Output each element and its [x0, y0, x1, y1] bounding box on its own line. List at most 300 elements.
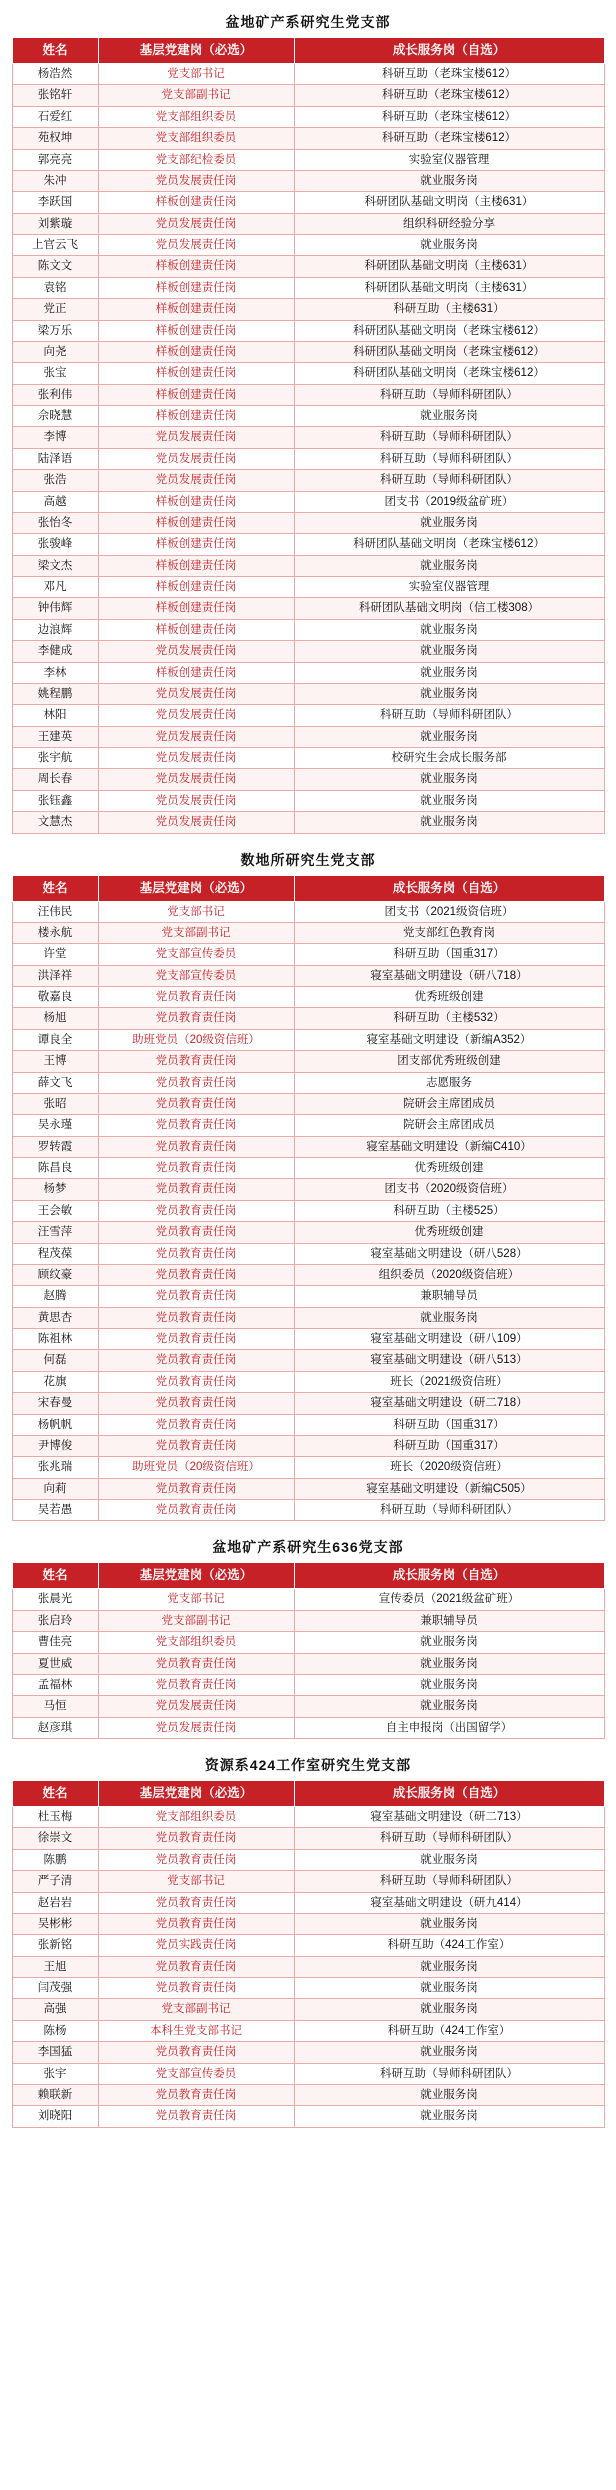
- party-post: 党员教育责任岗: [98, 1136, 294, 1157]
- service-post: 科研互助（国重317）: [294, 1414, 604, 1435]
- member-name: 陈鹏: [12, 1849, 98, 1870]
- service-post: 科研互助（老珠宝楼612）: [294, 106, 604, 127]
- table-row: [12, 812, 604, 833]
- table-row: [12, 1674, 604, 1695]
- table-row: [12, 944, 604, 965]
- service-post: 团支书（2019级盆矿班）: [294, 491, 604, 512]
- member-name: 李国猛: [12, 2042, 98, 2063]
- table-row: [12, 277, 604, 298]
- table-row: [12, 1999, 604, 2020]
- member-name: 许堂: [12, 944, 98, 965]
- table-row: [12, 106, 604, 127]
- member-name: 杨帆帆: [12, 1414, 98, 1435]
- table-header-row: [12, 875, 604, 901]
- table-row: [12, 427, 604, 448]
- party-post: 党员发展责任岗: [98, 641, 294, 662]
- party-post: 党支部书记: [98, 901, 294, 922]
- party-post: 党员发展责任岗: [98, 1696, 294, 1717]
- member-name: 张晨光: [12, 1589, 98, 1610]
- member-name: 王会敏: [12, 1200, 98, 1221]
- member-name: 李博: [12, 427, 98, 448]
- member-name: 陈昌良: [12, 1158, 98, 1179]
- table-row: [12, 1871, 604, 1892]
- member-name: 周长春: [12, 769, 98, 790]
- service-post: 就业服务岗: [294, 1632, 604, 1653]
- member-name: 李跃国: [12, 192, 98, 213]
- member-name: 邓凡: [12, 577, 98, 598]
- service-post: 就业服务岗: [294, 1999, 604, 2020]
- member-name: 严子清: [12, 1871, 98, 1892]
- party-post: 党员发展责任岗: [98, 1717, 294, 1738]
- service-post: 科研互助（国重317）: [294, 944, 604, 965]
- table-row: [12, 1956, 604, 1977]
- service-post: 寝室基础文明建设（研二718）: [294, 1393, 604, 1414]
- member-name: 刘晓阳: [12, 2106, 98, 2127]
- table-row: [12, 683, 604, 704]
- party-post: 党员教育责任岗: [98, 1286, 294, 1307]
- member-name: 钟伟辉: [12, 598, 98, 619]
- member-name: 张宇: [12, 2063, 98, 2084]
- table-row: [12, 1849, 604, 1870]
- table-row: [12, 170, 604, 191]
- table-row: [12, 1350, 604, 1371]
- member-name: 尹博俊: [12, 1435, 98, 1456]
- table-row: [12, 1696, 604, 1717]
- party-post: 样板创建责任岗: [98, 256, 294, 277]
- member-name: 林阳: [12, 705, 98, 726]
- service-post: 优秀班级创建: [294, 1222, 604, 1243]
- column-header: 姓名: [12, 1781, 98, 1807]
- table-row: [12, 1264, 604, 1285]
- table-row: [12, 1115, 604, 1136]
- service-post: 寝室基础文明建设（研二713）: [294, 1807, 604, 1828]
- service-post: 就业服务岗: [294, 769, 604, 790]
- member-name: 张兆瑞: [12, 1457, 98, 1478]
- table-row: [12, 1892, 604, 1913]
- table-row: [12, 965, 604, 986]
- column-header: 基层党建岗（必选）: [98, 1781, 294, 1807]
- service-post: 科研互助（导师科研团队）: [294, 1500, 604, 1521]
- member-name: 程茂葆: [12, 1243, 98, 1264]
- party-post: 党支部书记: [98, 64, 294, 85]
- service-post: 实验室仪器管理: [294, 577, 604, 598]
- table-row: [12, 577, 604, 598]
- party-post: 助班党员（20级资信班）: [98, 1457, 294, 1478]
- party-post: 党员发展责任岗: [98, 683, 294, 704]
- party-post: 党支部纪检委员: [98, 149, 294, 170]
- party-post: 党员教育责任岗: [98, 1329, 294, 1350]
- service-post: 就业服务岗: [294, 1307, 604, 1328]
- member-name: 孟福林: [12, 1674, 98, 1695]
- party-post: 党员教育责任岗: [98, 1072, 294, 1093]
- service-post: 寝室基础文明建设（研八513）: [294, 1350, 604, 1371]
- member-name: 徐崇文: [12, 1828, 98, 1849]
- table-row: [12, 1029, 604, 1050]
- party-post: 党员教育责任岗: [98, 1243, 294, 1264]
- service-post: 寝室基础文明建设（新编A352）: [294, 1029, 604, 1050]
- table-row: [12, 320, 604, 341]
- service-post: 科研团队基础文明岗（老珠宝楼612）: [294, 534, 604, 555]
- member-name: 姚程鹏: [12, 683, 98, 704]
- service-post: 就业服务岗: [294, 641, 604, 662]
- party-post: 党支部组织委员: [98, 1807, 294, 1828]
- member-name: 谭良全: [12, 1029, 98, 1050]
- member-name: 郭亮亮: [12, 149, 98, 170]
- table-row: [12, 2106, 604, 2127]
- member-name: 黄思杏: [12, 1307, 98, 1328]
- member-name: 罗转霞: [12, 1136, 98, 1157]
- service-post: 兼职辅导员: [294, 1286, 604, 1307]
- service-post: 科研互助（424工作室）: [294, 2020, 604, 2041]
- member-name: 王旭: [12, 1956, 98, 1977]
- party-post: 样板创建责任岗: [98, 299, 294, 320]
- service-post: 寝室基础文明建设（新编C410）: [294, 1136, 604, 1157]
- party-post: 党员发展责任岗: [98, 427, 294, 448]
- member-name: 梁万乐: [12, 320, 98, 341]
- table-row: [12, 1610, 604, 1631]
- table-row: [12, 2020, 604, 2041]
- table-row: [12, 256, 604, 277]
- party-post: 党员发展责任岗: [98, 470, 294, 491]
- table-row: [12, 922, 604, 943]
- table-row: [12, 1286, 604, 1307]
- table-row: [12, 363, 604, 384]
- service-post: 科研团队基础文明岗（主楼631）: [294, 277, 604, 298]
- column-header: 成长服务岗（自选）: [294, 1563, 604, 1589]
- branch-section: [0, 6, 616, 834]
- party-post: 党员教育责任岗: [98, 1674, 294, 1695]
- table-row: [12, 1179, 604, 1200]
- section-title: 数地所研究生党支部: [240, 851, 376, 868]
- table-row: [12, 1500, 604, 1521]
- member-name: 梁文杰: [12, 555, 98, 576]
- table-header-row: [12, 38, 604, 64]
- member-name: 上官云飞: [12, 235, 98, 256]
- table-row: [12, 1435, 604, 1456]
- party-post: 党员发展责任岗: [98, 235, 294, 256]
- table-row: [12, 512, 604, 533]
- table-row: [12, 748, 604, 769]
- service-post: 就业服务岗: [294, 1978, 604, 1999]
- service-post: 科研互助（导师科研团队）: [294, 1871, 604, 1892]
- member-name: 汪伟民: [12, 901, 98, 922]
- service-post: 就业服务岗: [294, 1674, 604, 1695]
- member-name: 石爱红: [12, 106, 98, 127]
- service-post: 就业服务岗: [294, 512, 604, 533]
- service-post: 自主申报岗（出国留学）: [294, 1717, 604, 1738]
- service-post: 班长（2021级资信班）: [294, 1371, 604, 1392]
- party-post: 党员发展责任岗: [98, 170, 294, 191]
- table-row: [12, 1158, 604, 1179]
- table-row: [12, 1008, 604, 1029]
- service-post: 就业服务岗: [294, 406, 604, 427]
- party-post: 党员发展责任岗: [98, 790, 294, 811]
- service-post: 志愿服务: [294, 1072, 604, 1093]
- member-name: 赵彦琪: [12, 1717, 98, 1738]
- service-post: 党支部红色教育岗: [294, 922, 604, 943]
- party-post: 党员教育责任岗: [98, 1956, 294, 1977]
- party-post: 样板创建责任岗: [98, 662, 294, 683]
- member-name: 陈祖林: [12, 1329, 98, 1350]
- service-post: 优秀班级创建: [294, 1158, 604, 1179]
- service-post: 科研互助（424工作室）: [294, 1935, 604, 1956]
- party-post: 党支部副书记: [98, 1999, 294, 2020]
- column-header: 姓名: [12, 1563, 98, 1589]
- party-post: 党支部副书记: [98, 922, 294, 943]
- member-name: 李健成: [12, 641, 98, 662]
- member-name: 陆泽语: [12, 448, 98, 469]
- party-post: 党支部组织委员: [98, 128, 294, 149]
- party-post: 样板创建责任岗: [98, 512, 294, 533]
- table-row: [12, 1828, 604, 1849]
- service-post: 就业服务岗: [294, 2084, 604, 2105]
- service-post: 就业服务岗: [294, 2106, 604, 2127]
- service-post: 科研团队基础文明岗（老珠宝楼612）: [294, 320, 604, 341]
- party-post: 样板创建责任岗: [98, 406, 294, 427]
- table-row: [12, 1478, 604, 1499]
- party-post: 样板创建责任岗: [98, 577, 294, 598]
- column-header: 成长服务岗（自选）: [294, 875, 604, 901]
- service-post: 就业服务岗: [294, 619, 604, 640]
- service-post: 就业服务岗: [294, 683, 604, 704]
- party-post: 党员教育责任岗: [98, 1350, 294, 1371]
- service-post: 就业服务岗: [294, 2042, 604, 2063]
- member-name: 张骏峰: [12, 534, 98, 555]
- service-post: 科研互助（主楼631）: [294, 299, 604, 320]
- service-post: 科研团队基础文明岗（主楼631）: [294, 256, 604, 277]
- party-post: 党员教育责任岗: [98, 1008, 294, 1029]
- member-name: 顾纹豪: [12, 1264, 98, 1285]
- table-row: [12, 1807, 604, 1828]
- table-row: [12, 1222, 604, 1243]
- service-post: 科研互助（国重317）: [294, 1435, 604, 1456]
- party-post: 党员发展责任岗: [98, 812, 294, 833]
- member-name: 苑权坤: [12, 128, 98, 149]
- service-post: 实验室仪器管理: [294, 149, 604, 170]
- roster-table: [12, 37, 605, 834]
- member-name: 夏世威: [12, 1653, 98, 1674]
- table-row: [12, 619, 604, 640]
- table-row: [12, 149, 604, 170]
- table-row: [12, 1136, 604, 1157]
- table-row: [12, 1051, 604, 1072]
- party-post: 党员教育责任岗: [98, 1200, 294, 1221]
- table-row: [12, 1589, 604, 1610]
- member-name: 张宇航: [12, 748, 98, 769]
- service-post: 科研团队基础文明岗（老珠宝楼612）: [294, 341, 604, 362]
- party-post: 党员教育责任岗: [98, 1435, 294, 1456]
- branch-section: [0, 1749, 616, 2128]
- member-name: 吴若愚: [12, 1500, 98, 1521]
- member-name: 张钰鑫: [12, 790, 98, 811]
- party-post: 党支部宣传委员: [98, 2063, 294, 2084]
- member-name: 敬嘉良: [12, 987, 98, 1008]
- member-name: 陈杨: [12, 2020, 98, 2041]
- party-post: 样板创建责任岗: [98, 277, 294, 298]
- member-name: 高强: [12, 1999, 98, 2020]
- table-row: [12, 790, 604, 811]
- service-post: 寝室基础文明建设（研八528）: [294, 1243, 604, 1264]
- party-post: 党员教育责任岗: [98, 1849, 294, 1870]
- member-name: 张利伟: [12, 384, 98, 405]
- service-post: 科研互助（导师科研团队）: [294, 2063, 604, 2084]
- party-post: 党员教育责任岗: [98, 1115, 294, 1136]
- table-row: [12, 1653, 604, 1674]
- service-post: 就业服务岗: [294, 1956, 604, 1977]
- member-name: 张宝: [12, 363, 98, 384]
- party-post: 党支部副书记: [98, 1610, 294, 1631]
- member-name: 向尧: [12, 341, 98, 362]
- party-post: 党员教育责任岗: [98, 1371, 294, 1392]
- party-post: 党员实践责任岗: [98, 1935, 294, 1956]
- member-name: 曹佳亮: [12, 1632, 98, 1653]
- service-post: 寝室基础文明建设（研八718）: [294, 965, 604, 986]
- party-post: 党员教育责任岗: [98, 1158, 294, 1179]
- table-row: [12, 341, 604, 362]
- party-post: 党员教育责任岗: [98, 1051, 294, 1072]
- party-post: 样板创建责任岗: [98, 320, 294, 341]
- table-row: [12, 1414, 604, 1435]
- table-row: [12, 534, 604, 555]
- table-row: [12, 1457, 604, 1478]
- service-post: 院研会主席团成员: [294, 1115, 604, 1136]
- service-post: 寝室基础文明建设（研九414）: [294, 1892, 604, 1913]
- member-name: 薛文飞: [12, 1072, 98, 1093]
- table-row: [12, 705, 604, 726]
- table-row: [12, 726, 604, 747]
- table-row: [12, 1243, 604, 1264]
- table-row: [12, 1935, 604, 1956]
- party-post: 助班党员（20级资信班）: [98, 1029, 294, 1050]
- roster-table: [12, 1780, 605, 2128]
- member-name: 赵岩岩: [12, 1892, 98, 1913]
- member-name: 张铭轩: [12, 85, 98, 106]
- table-row: [12, 598, 604, 619]
- service-post: 科研团队基础文明岗（信工楼308）: [294, 598, 604, 619]
- member-name: 张怡冬: [12, 512, 98, 533]
- table-row: [12, 85, 604, 106]
- table-row: [12, 128, 604, 149]
- party-post: 党员教育责任岗: [98, 2084, 294, 2105]
- service-post: 科研互助（导师科研团队）: [294, 384, 604, 405]
- member-name: 赵腾: [12, 1286, 98, 1307]
- party-post: 党员发展责任岗: [98, 705, 294, 726]
- member-name: 花旗: [12, 1371, 98, 1392]
- party-post: 党员教育责任岗: [98, 1414, 294, 1435]
- party-post: 党员教育责任岗: [98, 1264, 294, 1285]
- column-header: 姓名: [12, 875, 98, 901]
- service-post: 团支部优秀班级创建: [294, 1051, 604, 1072]
- party-post: 党员教育责任岗: [98, 1478, 294, 1499]
- table-row: [12, 192, 604, 213]
- branch-section: [0, 1531, 616, 1739]
- party-post: 党员教育责任岗: [98, 2042, 294, 2063]
- member-name: 佘晓慧: [12, 406, 98, 427]
- member-name: 陈文文: [12, 256, 98, 277]
- column-header: 基层党建岗（必选）: [98, 38, 294, 64]
- table-row: [12, 1200, 604, 1221]
- service-post: 科研互助（导师科研团队）: [294, 448, 604, 469]
- service-post: 科研互助（导师科研团队）: [294, 470, 604, 491]
- table-row: [12, 384, 604, 405]
- service-post: 就业服务岗: [294, 1913, 604, 1934]
- service-post: 科研互助（老珠宝楼612）: [294, 85, 604, 106]
- member-name: 吴永瑾: [12, 1115, 98, 1136]
- member-name: 马恒: [12, 1696, 98, 1717]
- table-row: [12, 470, 604, 491]
- member-name: 张浩: [12, 470, 98, 491]
- party-post: 样板创建责任岗: [98, 491, 294, 512]
- member-name: 宋春曼: [12, 1393, 98, 1414]
- table-row: [12, 987, 604, 1008]
- party-post: 样板创建责任岗: [98, 534, 294, 555]
- column-header: 基层党建岗（必选）: [98, 1563, 294, 1589]
- member-name: 杨旭: [12, 1008, 98, 1029]
- member-name: 文慧杰: [12, 812, 98, 833]
- member-name: 边浪辉: [12, 619, 98, 640]
- party-post: 党员发展责任岗: [98, 748, 294, 769]
- table-row: [12, 235, 604, 256]
- table-row: [12, 2042, 604, 2063]
- member-name: 张启玲: [12, 1610, 98, 1631]
- service-post: 优秀班级创建: [294, 987, 604, 1008]
- party-post: 党员教育责任岗: [98, 1978, 294, 1999]
- member-name: 杨梦: [12, 1179, 98, 1200]
- service-post: 就业服务岗: [294, 235, 604, 256]
- service-post: 科研互助（主楼532）: [294, 1008, 604, 1029]
- service-post: 就业服务岗: [294, 555, 604, 576]
- service-post: 团支书（2021级资信班）: [294, 901, 604, 922]
- party-post: 党员教育责任岗: [98, 1393, 294, 1414]
- party-post: 样板创建责任岗: [98, 363, 294, 384]
- member-name: 杨浩然: [12, 64, 98, 85]
- member-name: 党正: [12, 299, 98, 320]
- table-row: [12, 1329, 604, 1350]
- party-post: 党员发展责任岗: [98, 769, 294, 790]
- roster-table: [12, 1562, 605, 1739]
- service-post: 科研团队基础文明岗（老珠宝楼612）: [294, 363, 604, 384]
- table-row: [12, 1913, 604, 1934]
- service-post: 就业服务岗: [294, 790, 604, 811]
- service-post: 就业服务岗: [294, 1696, 604, 1717]
- service-post: 就业服务岗: [294, 1653, 604, 1674]
- party-post: 党员教育责任岗: [98, 1892, 294, 1913]
- party-post: 党员教育责任岗: [98, 1913, 294, 1934]
- party-post: 党支部宣传委员: [98, 965, 294, 986]
- section-title: 盆地矿产系研究生党支部: [225, 14, 391, 30]
- party-post: 党员教育责任岗: [98, 1179, 294, 1200]
- table-row: [12, 1072, 604, 1093]
- party-post: 党员教育责任岗: [98, 1093, 294, 1114]
- service-post: 科研互助（老珠宝楼612）: [294, 64, 604, 85]
- member-name: 朱冲: [12, 170, 98, 191]
- party-post: 党员教育责任岗: [98, 1307, 294, 1328]
- member-name: 杜玉梅: [12, 1807, 98, 1828]
- table-row: [12, 1307, 604, 1328]
- party-post: 本科生党支部书记: [98, 2020, 294, 2041]
- table-row: [12, 901, 604, 922]
- party-post: 党员教育责任岗: [98, 1222, 294, 1243]
- service-post: 科研团队基础文明岗（主楼631）: [294, 192, 604, 213]
- section-title: 资源系424工作室研究生党支部: [204, 1757, 412, 1773]
- party-post: 党员教育责任岗: [98, 1828, 294, 1849]
- service-post: 科研互助（老珠宝楼612）: [294, 128, 604, 149]
- member-name: 汪雪萍: [12, 1222, 98, 1243]
- service-post: 校研究生会成长服务部: [294, 748, 604, 769]
- party-post: 样板创建责任岗: [98, 341, 294, 362]
- service-post: 就业服务岗: [294, 726, 604, 747]
- table-header-row: [12, 1563, 604, 1589]
